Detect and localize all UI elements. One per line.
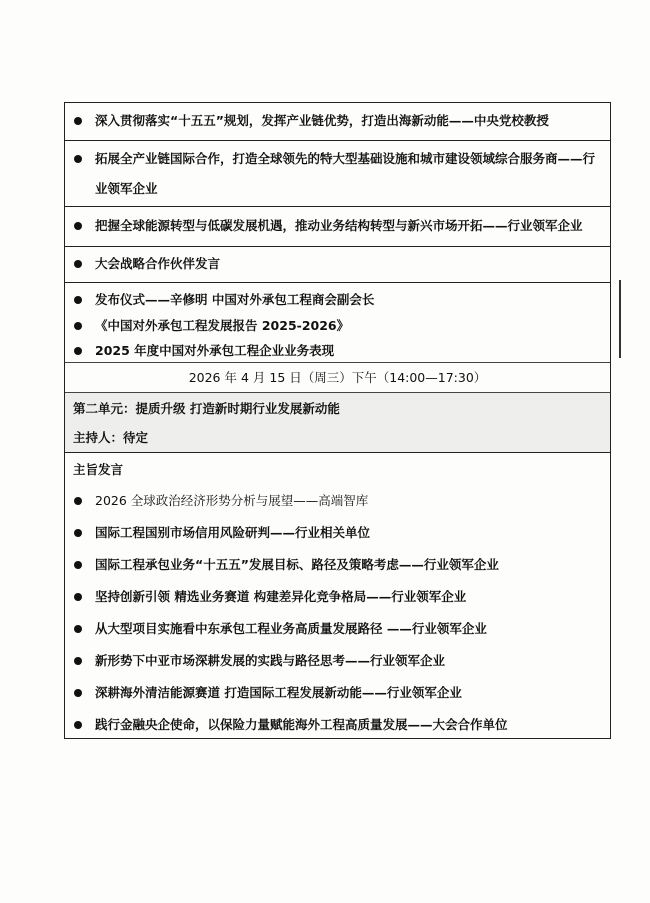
agenda-item: 大会战略合作伙伴发言 xyxy=(65,247,610,281)
bullet-icon xyxy=(74,497,82,505)
bullet-icon xyxy=(74,657,82,665)
keynote-row xyxy=(65,452,610,738)
bullet-icon xyxy=(74,260,82,268)
agenda-row xyxy=(65,246,610,282)
agenda-row xyxy=(65,102,610,140)
bullet-icon xyxy=(74,689,82,697)
bullet-icon xyxy=(74,155,82,163)
bullet-icon xyxy=(74,117,82,125)
release-row xyxy=(65,282,610,362)
bullet-icon xyxy=(74,296,82,304)
keynote-item: 国际工程承包业务“十五五”发展目标、路径及策略考虑——行业领军企业 xyxy=(65,549,610,581)
keynote-item: 新形势下中亚市场深耕发展的实践与路径思考——行业领军企业 xyxy=(65,645,610,677)
release-item: 发布仪式——辛修明 中国对外承包工程商会副会长 xyxy=(65,287,610,313)
keynote-item: 践行金融央企使命，以保险力量赋能海外工程高质量发展——大会合作单位 xyxy=(65,709,610,741)
keynote-item: 坚持创新引领 精选业务赛道 构建差异化竞争格局——行业领军企业 xyxy=(65,581,610,613)
agenda-table xyxy=(64,102,611,739)
scan-edge-mark xyxy=(619,280,621,358)
bullet-icon xyxy=(74,322,82,330)
bullet-icon xyxy=(74,561,82,569)
keynote-heading: 主旨发言 xyxy=(73,462,124,477)
session-time: 2026 年 4 月 15 日（周三）下午（14:00—17:30） xyxy=(188,370,487,385)
agenda-item: 拓展全产业链国际合作，打造全球领先的特大型基础设施和城市建设领域综合服务商——行业领军企业 xyxy=(65,141,610,204)
release-item: 《中国对外承包工程发展报告 2025-2026》 xyxy=(65,313,610,339)
unit-title: 第二单元：提质升级 打造新时期行业发展新动能 xyxy=(73,401,340,416)
bullet-icon xyxy=(74,222,82,230)
agenda-row xyxy=(65,206,610,246)
bullet-icon xyxy=(74,529,82,537)
keynote-item: 深耕海外清洁能源赛道 打造国际工程发展新动能——行业领军企业 xyxy=(65,677,610,709)
keynote-item: 国际工程国别市场信用风险研判——行业相关单位 xyxy=(65,517,610,549)
agenda-item: 把握全球能源转型与低碳发展机遇，推动业务结构转型与新兴市场开拓——行业领军企业 xyxy=(65,207,610,245)
release-item: 2025 年度中国对外承包工程企业业务表现 xyxy=(65,339,610,363)
bullet-icon xyxy=(74,625,82,633)
bullet-icon xyxy=(74,721,82,729)
keynote-item: 从大型项目实施看中东承包工程业务高质量发展路径 ——行业领军企业 xyxy=(65,613,610,645)
bullet-icon xyxy=(74,593,82,601)
agenda-item: 深入贯彻落实“十五五”规划，发挥产业链优势，打造出海新动能——中央党校教授 xyxy=(65,103,610,139)
session-time-row xyxy=(65,362,610,392)
keynote-item: 2026 全球政治经济形势分析与展望——高端智库 xyxy=(65,485,610,517)
agenda-row xyxy=(65,140,610,206)
host: 主持人：待定 xyxy=(73,430,149,445)
unit-header-row xyxy=(65,392,610,452)
bullet-icon xyxy=(74,347,82,355)
